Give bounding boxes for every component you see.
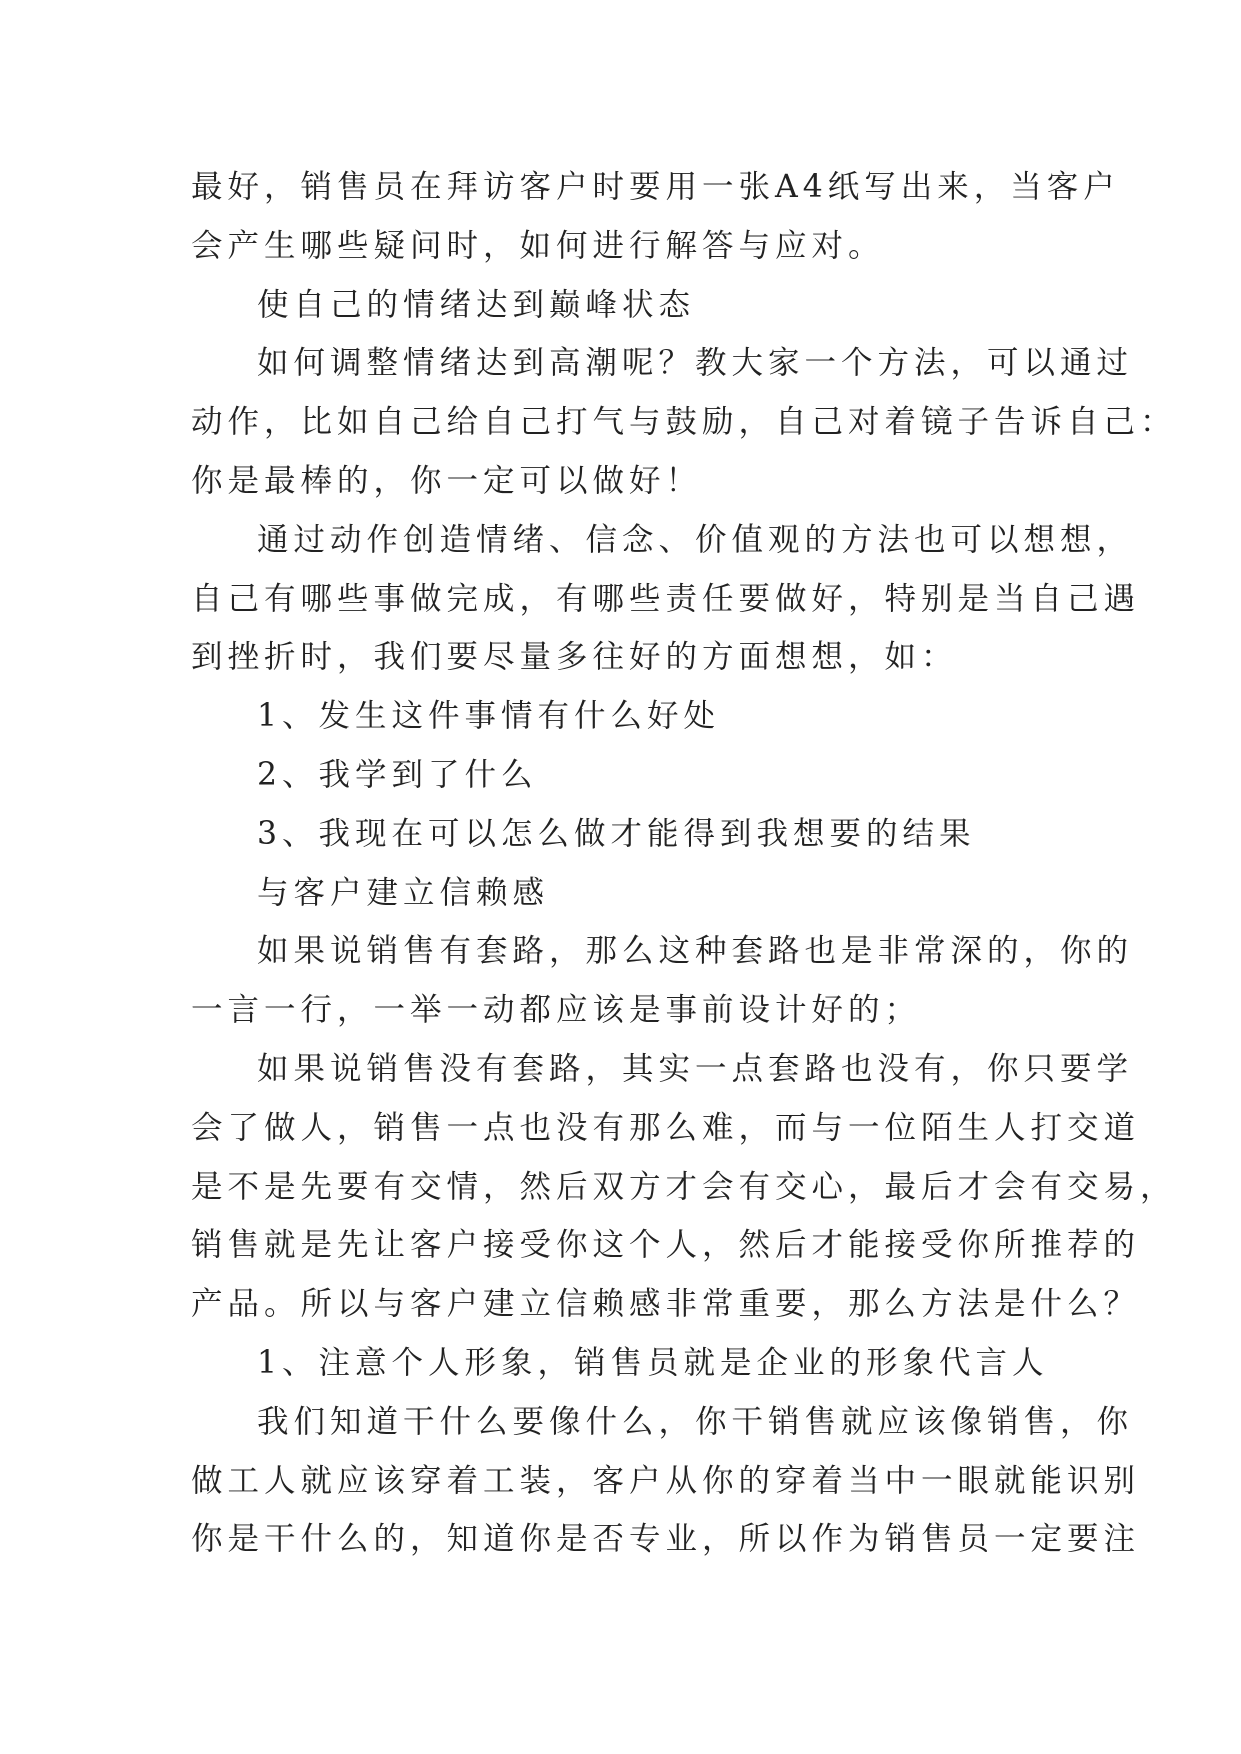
- text-line: 自己有哪些事做完成，有哪些责任要做好，特别是当自己遇: [191, 580, 1141, 617]
- text-line: 最好，销售员在拜访客户时要用一张A4纸写出来，当客户: [191, 169, 1120, 205]
- text-line: 会了做人，销售一点也没有那么难，而与一位陌生人打交道: [191, 1109, 1141, 1146]
- list-item: 1、发生这件事情有什么好处: [257, 698, 721, 735]
- document-body: [191, 158, 1177, 1569]
- section-heading: 使自己的情绪达到巅峰状态: [257, 286, 696, 323]
- text-line: 做工人就应该穿着工装，客户从你的穿着当中一眼就能识别: [191, 1462, 1141, 1499]
- text-line: 你是干什么的，知道你是否专业，所以作为销售员一定要注: [191, 1521, 1141, 1558]
- text-line: 如果说销售有套路，那么这种套路也是非常深的，你的: [257, 933, 1134, 970]
- text-line: 动作，比如自己给自己打气与鼓励，自己对着镜子告诉自己：: [191, 404, 1177, 441]
- text-line: 一言一行，一举一动都应该是事前设计好的；: [191, 992, 922, 1029]
- text-line: 产品。所以与客户建立信赖感非常重要，那么方法是什么？: [191, 1286, 1141, 1323]
- text-line: 销售就是先让客户接受你这个人，然后才能接受你所推荐的: [191, 1227, 1141, 1264]
- section-heading: 与客户建立信赖感: [257, 874, 550, 911]
- text-line: 我们知道干什么要像什么，你干销售就应该像销售，你: [257, 1403, 1134, 1440]
- text-line: 到挫折时，我们要尽量多往好的方面想想，如：: [191, 639, 958, 676]
- list-item: 2、我学到了什么: [257, 756, 538, 793]
- text-line: 通过动作创造情绪、信念、价值观的方法也可以想想，: [257, 521, 1134, 558]
- text-line: 你是最棒的，你一定可以做好！: [191, 462, 703, 499]
- text-line: 如果说销售没有套路，其实一点套路也没有，你只要学: [257, 1050, 1134, 1087]
- list-item: 3、我现在可以怎么做才能得到我想要的结果: [257, 815, 976, 852]
- text-line: 如何调整情绪达到高潮呢？教大家一个方法，可以通过: [257, 345, 1134, 382]
- text-line: 会产生哪些疑问时，如何进行解答与应对。: [191, 227, 885, 264]
- list-item: 1、注意个人形象，销售员就是企业的形象代言人: [257, 1344, 1049, 1381]
- text-line: 是不是先要有交情，然后双方才会有交心，最后才会有交易，: [191, 1168, 1177, 1205]
